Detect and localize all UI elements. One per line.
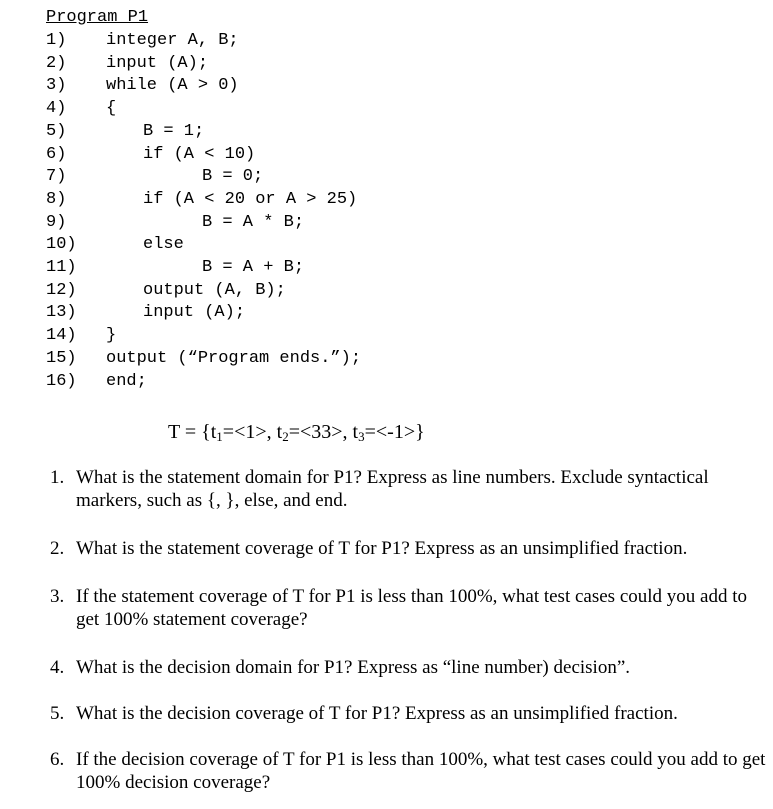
line-number: 11) (46, 258, 77, 277)
test-set-prefix: T = {t (168, 421, 217, 443)
code-text: B = 1; (143, 121, 205, 141)
code-text: { (106, 99, 117, 119)
question-number: 2. (50, 538, 65, 559)
question-number: 6. (50, 749, 65, 770)
code-text: input (A); (143, 303, 246, 323)
code-line (46, 325, 117, 348)
code-text: output (“Program ends.”); (106, 348, 362, 368)
code-line (46, 371, 147, 394)
code-text: B = A + B; (202, 258, 305, 277)
test-set-part: =<1>, t (222, 421, 283, 443)
code-text: while (A > 0) (106, 76, 239, 96)
line-number: 8) (46, 189, 67, 209)
code-line (46, 121, 205, 144)
code-line (46, 302, 246, 325)
question-text: If the statement coverage of T for P1 is less than 100%, what test cases could you add to get 100% statement coverage? (76, 586, 747, 630)
line-number: 10) (46, 235, 77, 255)
line-number: 5) (46, 121, 67, 141)
line-number: 14) (46, 326, 77, 346)
code-line (46, 348, 362, 371)
code-line (46, 212, 305, 235)
code-text: } (106, 326, 117, 346)
line-number: 12) (46, 280, 77, 300)
line-number: 3) (46, 76, 67, 96)
test-set-part: =<-1>} (364, 421, 425, 443)
question-number: 1. (50, 467, 65, 488)
question-text: What is the statement domain for P1? Express as line numbers. Exclude syntactical markers, such as {, }, else, and end. (76, 467, 709, 511)
line-number: 9) (46, 212, 67, 232)
line-number: 15) (46, 348, 77, 368)
question-number: 5. (50, 703, 65, 724)
code-line (46, 234, 184, 257)
code-text: if (A < 10) (143, 144, 256, 164)
code-line (46, 189, 358, 212)
code-line (46, 53, 209, 76)
question-number: 4. (50, 657, 65, 678)
test-set (168, 421, 425, 445)
code-line (46, 257, 305, 280)
code-text: B = 0; (202, 167, 264, 187)
code-text: B = A * B; (202, 212, 305, 232)
code-line (46, 98, 117, 121)
line-number: 16) (46, 371, 77, 391)
test-subscript: 2 (282, 429, 289, 444)
test-subscript: 3 (358, 429, 365, 444)
code-line (46, 280, 286, 303)
code-text: if (A < 20 or A > 25) (143, 189, 358, 209)
code-line (46, 75, 239, 98)
line-number: 2) (46, 53, 67, 73)
question-text: What is the statement coverage of T for P1? Express as an unsimplified fraction. (76, 538, 688, 559)
line-number: 13) (46, 303, 77, 323)
line-number: 4) (46, 99, 67, 119)
question-text: What is the decision coverage of T for P1? Express as an unsimplified fraction. (76, 703, 678, 724)
question-text: What is the decision domain for P1? Express as “line number) decision”. (76, 657, 631, 678)
code-line (46, 166, 264, 189)
line-number: 6) (46, 144, 67, 164)
code-text: end; (106, 371, 147, 391)
code-text: else (143, 235, 184, 255)
code-text: output (A, B); (143, 280, 286, 300)
test-subscript: 1 (216, 429, 223, 444)
code-line (46, 30, 239, 53)
code-line (46, 144, 256, 167)
question-text: If the decision coverage of T for P1 is less than 100%, what test cases could you add to get 100% decision coverage? (76, 749, 766, 793)
test-set-part: =<33>, t (288, 421, 359, 443)
line-number: 7) (46, 167, 67, 187)
code-text: input (A); (106, 53, 209, 73)
line-number: 1) (46, 31, 67, 50)
question-number: 3. (50, 586, 65, 607)
code-text: integer A, B; (106, 31, 239, 50)
program-title: Program P1 (46, 8, 149, 27)
